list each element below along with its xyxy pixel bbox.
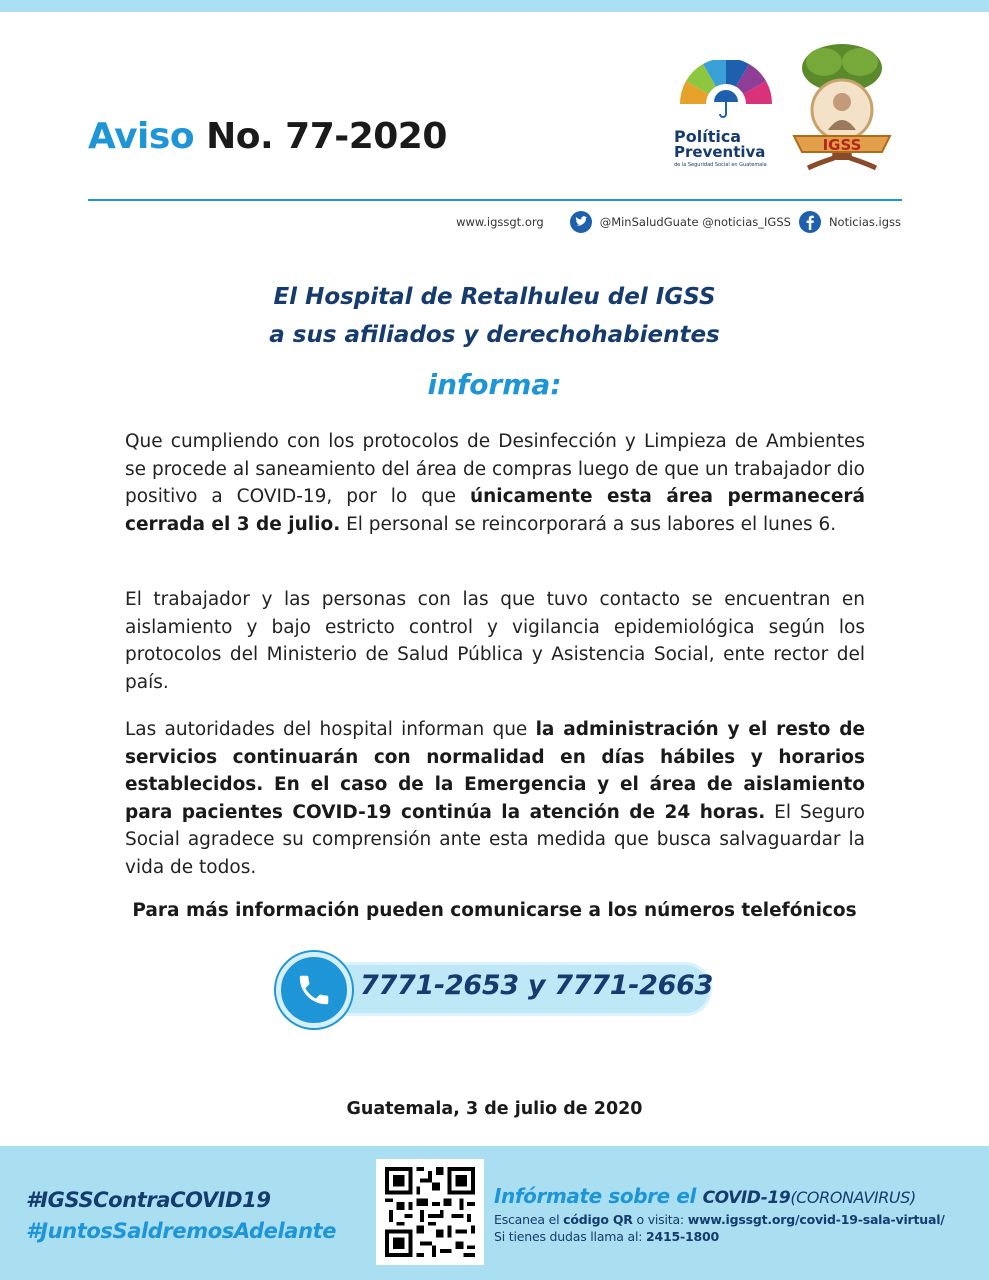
paragraph-3-text-b: El Seguro Social agradece su comprensión ante esta medida que busca salvaguardar la vida de todos. — [125, 801, 866, 878]
info-title — [494, 1184, 916, 1208]
headline-line2: a sus afiliados y derechohabientes — [269, 322, 720, 348]
issue-date: Guatemala, 3 de julio de 2020 — [346, 1099, 643, 1119]
scan-mid: o visita: — [632, 1212, 688, 1227]
notice-title — [88, 116, 447, 157]
paragraph-1-bold: únicamente esta área permanecerá cerrada el 3 de julio. — [125, 486, 865, 535]
politica-line3: de la Seguridad Social en Guatemala — [674, 162, 767, 168]
phone-numbers[interactable]: 7771-2653 y 7771-2663 — [360, 970, 714, 1001]
paragraph-1-text-b: El personal se reincorporará a sus labores el lunes 6. — [340, 513, 837, 535]
twitter-handles[interactable]: @MinSaludGuate @noticias_IGSS — [599, 215, 791, 229]
facebook-icon — [799, 211, 821, 233]
social-links — [456, 208, 901, 236]
top-accent-bar — [0, 0, 989, 12]
more-info-text: Para más información pueden comunicarse a los números telefónicos — [132, 900, 857, 921]
paragraph-1-text-a: Que cumpliendo con los protocolos de Desinfección y Limpieza de Ambientes se procede al saneamiento del área de compras luego de que un trabajador dio positivo a COVID-19, por lo que — [125, 431, 865, 507]
facebook-handle[interactable]: Noticias.igss — [828, 215, 901, 229]
sala-virtual-link[interactable]: www.igssgt.org/covid-19-sala-virtual/ — [687, 1212, 945, 1227]
info-title-covid: COVID-19 — [702, 1188, 791, 1208]
igss-logo — [786, 40, 898, 172]
igss-logo-text: IGSS — [822, 136, 862, 154]
paragraph-1 — [125, 428, 865, 538]
hashtag-juntos-saldremos: #JuntosSaldremosAdelante — [26, 1219, 337, 1243]
paragraph-3 — [125, 716, 865, 881]
twitter-icon — [570, 211, 592, 233]
doubts-phone[interactable]: 2415-1800 — [646, 1229, 719, 1244]
info-title-corona: (CORONAVIRUS) — [790, 1188, 916, 1207]
informa-heading: informa: — [427, 368, 562, 401]
paragraph-2: El trabajador y las personas con las que tuvo contacto se encuentran en aislamiento y bajo estricto control y vigilancia epidemiológica según los protocolos del Ministerio de Salud Pública y Asistencia Social, ente rector del país. — [125, 589, 865, 693]
header-divider — [88, 199, 902, 201]
qr-code[interactable] — [376, 1159, 484, 1265]
website-link[interactable]: www.igssgt.org — [456, 215, 544, 229]
scan-qr-label: código QR — [563, 1212, 633, 1227]
politica-preventiva-logo — [668, 60, 786, 170]
info-title-text: Infórmate sobre el — [494, 1184, 696, 1208]
notice-number: No. 77-2020 — [206, 116, 447, 157]
notice-word: Aviso — [88, 116, 195, 157]
paragraph-3-bold: la administración y el resto de servicios continuarán con normalidad en días hábiles y horarios establecidos. En el caso de la Emergencia y el área de aislamiento para pacientes COVID-19 continúa la atención de 24 horas. — [125, 719, 865, 823]
scan-instructions — [494, 1212, 945, 1227]
politica-line2: Preventiva — [674, 143, 766, 161]
phone-icon — [276, 952, 352, 1028]
paragraph-3-text-a: Las autoridades del hospital informan que — [125, 719, 536, 740]
doubts-line — [494, 1229, 719, 1244]
doubts-prefix: Si tienes dudas llama al: — [494, 1229, 647, 1244]
politica-line1: Política — [674, 127, 742, 146]
headline-line1: El Hospital de Retalhuleu del IGSS — [273, 284, 716, 310]
scan-prefix: Escanea el — [494, 1212, 564, 1227]
hashtag-igss-contra-covid: #IGSSContraCOVID19 — [26, 1188, 271, 1212]
